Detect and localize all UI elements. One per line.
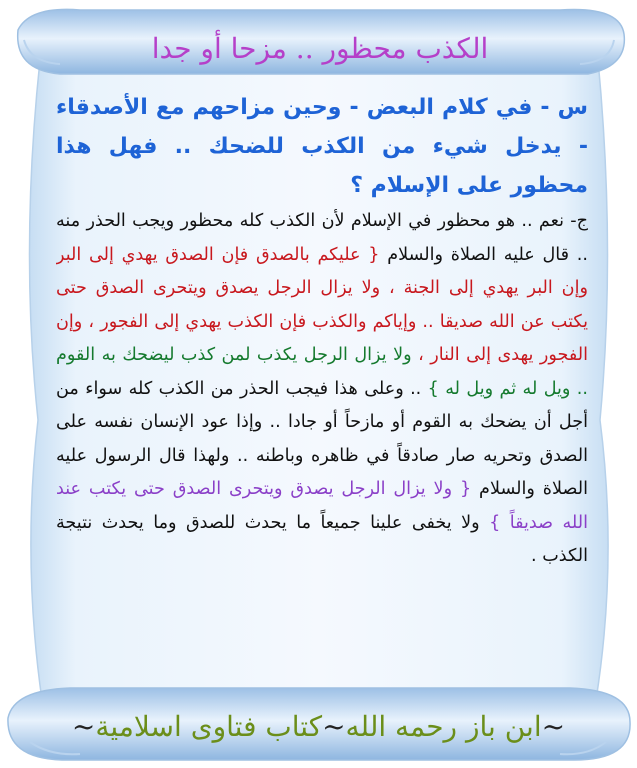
hadith-quote-red: { عليكم بالصدق فإن الصدق يهدي إلى البر وإن البر يهدي إلى الجنة ، ولا يزال الرجل يصدق ويتحرى الصدق حتى يكتب عن الله صديقا .. وإياكم والكذب فإن الكذب يهدي إلى الفجور ، وإن الفجور يهدى إلى النار ، (56, 244, 588, 365)
hadith-quote-purple: { ولا يزال الرجل يصدق ويتحرى الصدق حتى يكتب عند الله صديقاً } (56, 479, 588, 533)
page-title: الكذب محظور .. مزحا أو جدا (151, 31, 489, 65)
footer-author: ابن باز رحمه الله (345, 709, 542, 743)
question-text: س - في كلام البعض - وحين مزاحهم مع الأصدقاء - يدخل شيء من الكذب للضحك .. فهل هذا محظور على الإسلام ؟ (56, 95, 588, 198)
answer-closing: ولا يخفى علينا جميعاً ما يحدث للصدق وما يحدث نتيجة الكذب . (56, 512, 588, 566)
footer-book-title: كتاب فتاوى اسلامية (95, 709, 323, 743)
hadith-quote-green: ولا يزال الرجل يكذب لمن كذب ليضحك به القوم .. ويل له ثم ويل له } (56, 345, 588, 399)
answer-middle: .. وعلى هذا فيجب الحذر من الكذب كله سواء من أجل أن يضحك به القوم أو مازحاً أو جادا .. وإذا عود الإنسان نفسه على الصدق وتحريه صار صادقاً في ظاهره وباطنه .. ولهذا قال الرسول عليه الصلاة والسلام (56, 378, 588, 499)
answer-intro: ج- نعم .. هو محظور في الإسلام لأن الكذب كله محظور ويجب الحذر منه .. قال عليه الصلاة والسلام (56, 211, 588, 265)
footer-tilde-left: ~ (541, 709, 566, 743)
answer-paragraph (56, 205, 588, 574)
footer-tilde-middle: ~ (322, 709, 346, 743)
fatwa-body (56, 88, 588, 700)
footer-signature (0, 696, 637, 756)
footer-tilde-right: ~ (71, 709, 96, 743)
